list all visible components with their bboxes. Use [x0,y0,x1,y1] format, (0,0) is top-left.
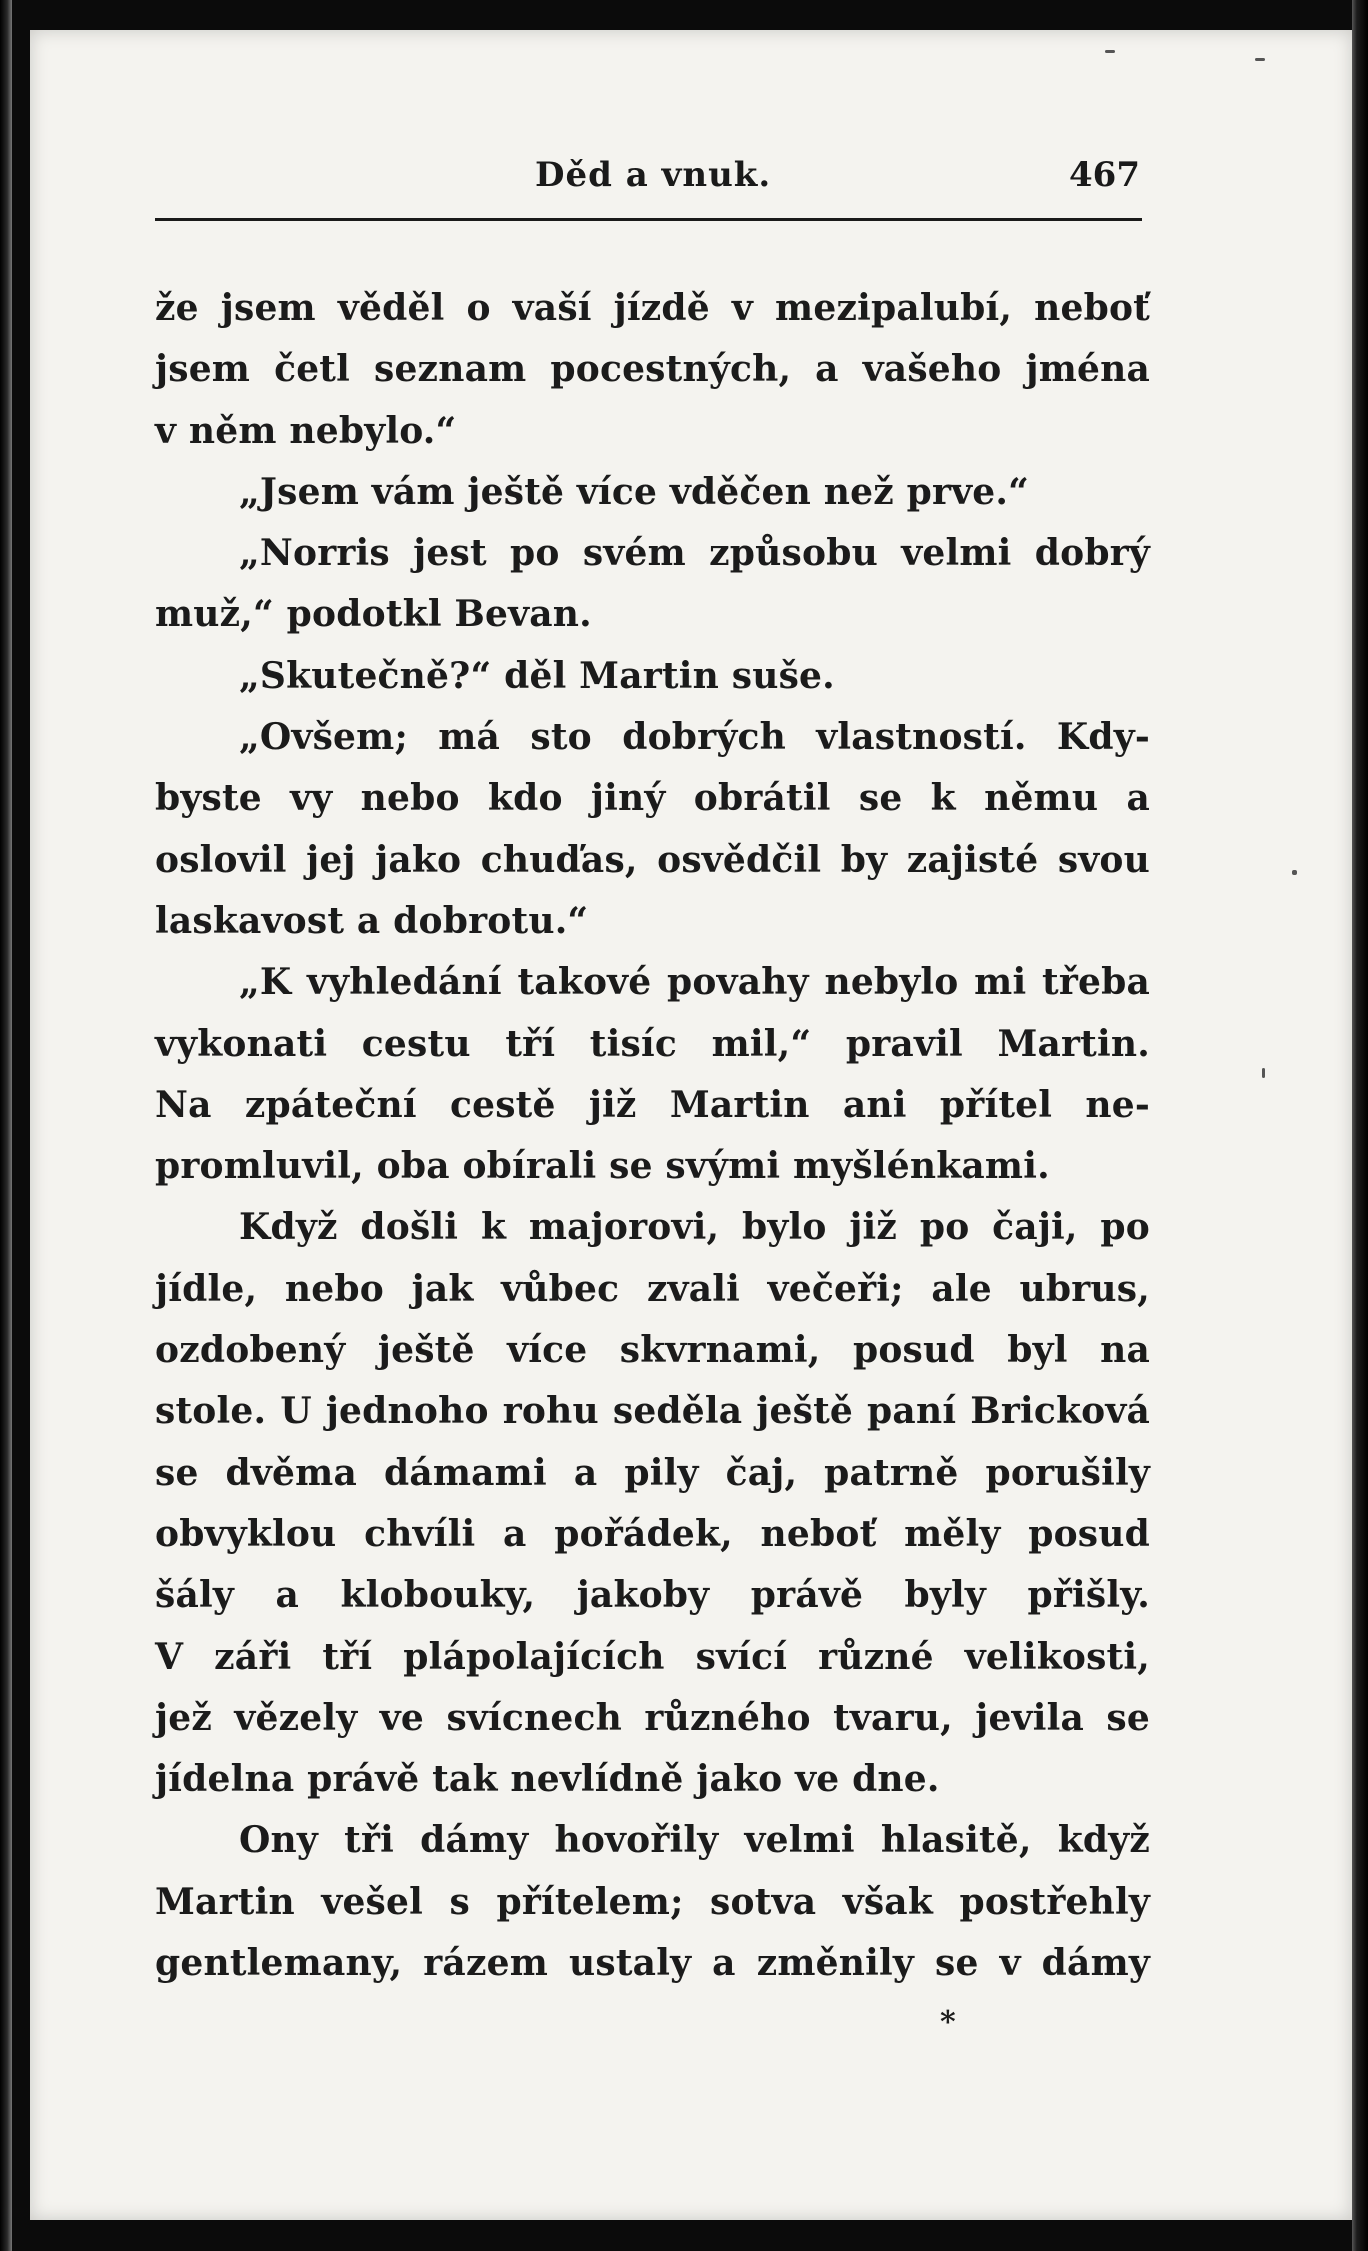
scan-left-border [0,0,12,2251]
text-line: se dvěma dámami a pily čaj, patrně porušily [155,1451,1150,1494]
text-line: obvyklou chvíli a pořádek, neboť měly posud [155,1512,1150,1555]
text-line: Ony tři dámy hovořily velmi hlasitě, když [239,1819,1150,1862]
body-text [155,278,1150,1994]
page-number: 467 [1069,155,1140,195]
text-line: byste vy nebo kdo jiný obrátil se k němu a [155,777,1150,820]
text-line: laskavost a dobrotu.“ [155,899,589,942]
text-line: „Ovšem; má sto dobrých vlastností. Kdy- [239,716,1150,759]
text-line: jsem četl seznam pocestných, a vašeho jména [155,348,1150,391]
text-line: oslovil jej jako chuďas, osvědčil by zajisté svou [155,838,1150,881]
paper-speck [1262,1068,1265,1078]
text-line: jídelna právě tak nevlídně jako ve dne. [155,1758,940,1801]
scan-right-border [1352,0,1368,2251]
text-line: že jsem věděl o vaší jízdě v mezipalubí, neboť [155,287,1150,329]
text-line: Když došli k majorovi, bylo již po čaji, po [239,1206,1150,1249]
text-line: promluvil, oba obírali se svými myšlénkami. [155,1145,1050,1188]
paper-speck [1292,870,1297,875]
text-line: Na zpáteční cestě již Martin ani přítel ne- [155,1083,1150,1126]
text-line: „K vyhledání takové povahy nebylo mi třeba [239,961,1150,1004]
text-line: „Norris jest po svém způsobu velmi dobrý [239,532,1150,575]
text-line: gentlemany, rázem ustaly a změnily se v dámy [155,1942,1150,1985]
text-line: „Jsem vám ještě více vděčen než prve.“ [239,470,1030,513]
page-header [155,150,1142,221]
text-line: v něm nebylo.“ [155,409,457,452]
text-line: ozdobený ještě více skvrnami, posud byl na [155,1329,1150,1372]
text-line: Martin vešel s přítelem; sotva však postřehly [155,1880,1150,1923]
text-line: jídle, nebo jak vůbec zvali večeři; ale ubrus, [155,1267,1150,1310]
text-line: šály a klobouky, jakoby právě byly přišly. [155,1574,1150,1617]
text-line: V záři tří plápolajících svící různé velikosti, [155,1635,1150,1678]
paper-speck [1255,58,1265,61]
text-line: „Skutečně?“ děl Martin suše. [239,654,835,697]
text-line: stole. U jednoho rohu seděla ještě paní Bricková [155,1390,1150,1433]
text-line: vykonati cestu tří tisíc mil,“ pravil Martin. [155,1022,1150,1065]
text-line: jež vězely ve svícnech různého tvaru, jevila se [155,1696,1150,1739]
paper-speck [1105,50,1115,53]
running-title: Děd a vnuk. [535,155,772,195]
text-line: muž,“ podotkl Bevan. [155,593,592,636]
signature-mark: * [940,2005,956,2040]
